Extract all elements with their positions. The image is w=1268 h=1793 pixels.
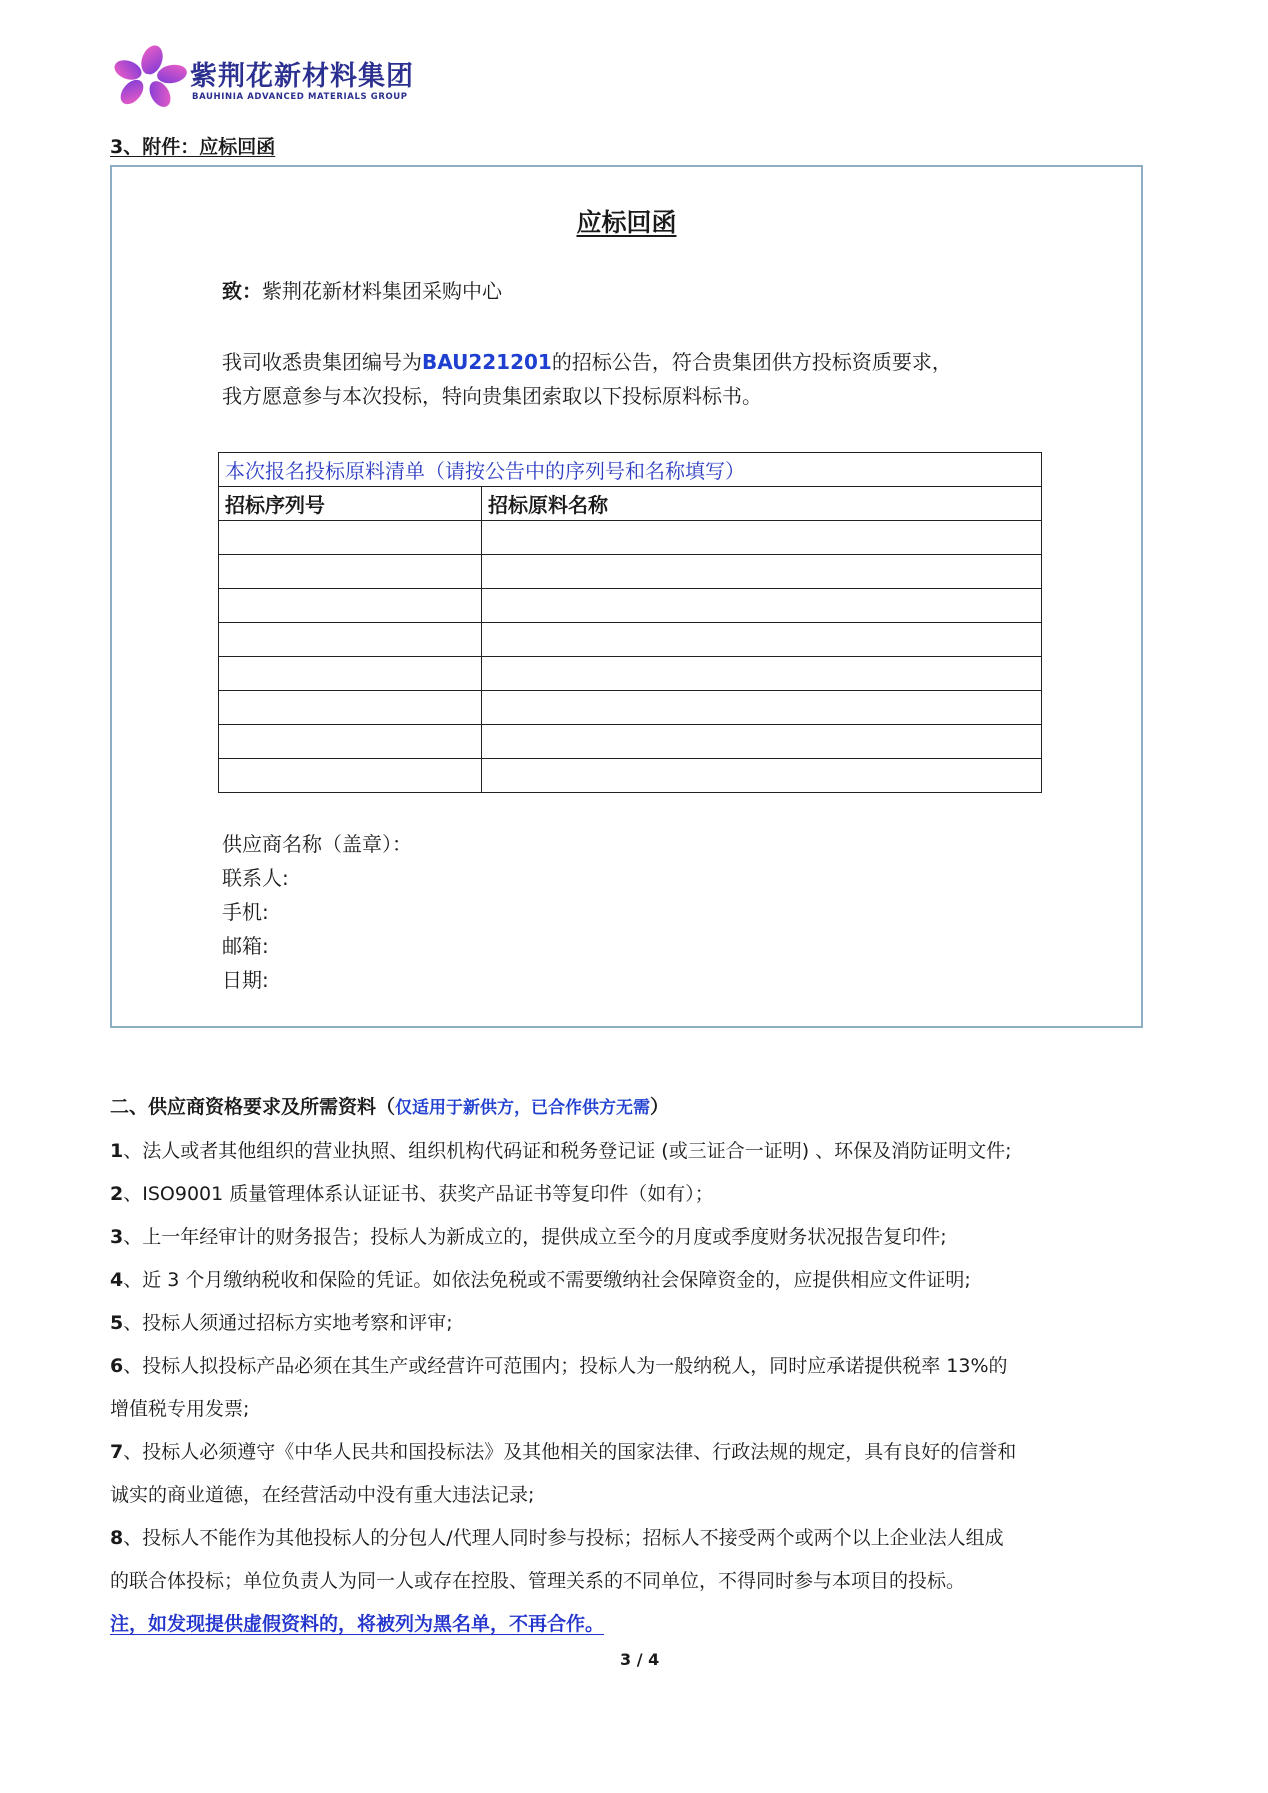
date-field[interactable]: 日期:	[222, 968, 269, 992]
serial-cell[interactable]	[219, 555, 482, 589]
table-row	[219, 691, 1042, 725]
table-row	[219, 555, 1042, 589]
reply-letter-title: 应标回函	[576, 208, 677, 237]
item-text: 、投标人不能作为其他投标人的分包人/代理人同时参与投标；招标人不接受两个或两个以上企业法人组成	[123, 1527, 1004, 1549]
requirement-item	[110, 1517, 1170, 1560]
section-heading-note: 仅适用于新供方，已合作供方无需	[395, 1098, 651, 1118]
material-name-cell[interactable]	[482, 657, 1042, 691]
material-list-table	[218, 452, 1042, 793]
table-row	[219, 589, 1042, 623]
item-number: 5	[110, 1312, 124, 1334]
signature-block	[222, 827, 412, 997]
email-field[interactable]: 邮箱:	[222, 934, 269, 958]
table-row	[219, 725, 1042, 759]
reply-letter-box	[110, 165, 1143, 1028]
requirement-item	[110, 1173, 1170, 1216]
requirement-item	[110, 1431, 1170, 1474]
item-text: 、投标人拟投标产品必须在其生产或经营许可范围内；投标人为一般纳税人，同时应承诺提供税率 13%的	[123, 1355, 1008, 1377]
column-header-serial: 招标序列号	[219, 487, 482, 521]
item-number: 3	[110, 1226, 124, 1248]
table-caption-row	[219, 453, 1042, 487]
column-header-material-name: 招标原料名称	[482, 487, 1042, 521]
requirement-item	[110, 1302, 1170, 1345]
requirement-item	[110, 1216, 1170, 1259]
material-name-cell[interactable]	[482, 759, 1042, 793]
section-heading-text: 二、供应商资格要求及所需资料（	[110, 1096, 396, 1118]
item-number: 2	[110, 1183, 124, 1205]
section-heading	[110, 1086, 1170, 1130]
requirement-item-continuation: 的联合体投标；单位负责人为同一人或存在控股、管理关系的不同单位，不得同时参与本项目的投标。	[110, 1570, 966, 1592]
section-heading-close: ）	[650, 1096, 670, 1118]
recipient-value: 紫荆花新材料集团采购中心	[262, 279, 502, 303]
recipient-line	[222, 275, 502, 304]
tender-code: BAU221201	[422, 350, 552, 374]
serial-cell[interactable]	[219, 521, 482, 555]
table-row	[219, 759, 1042, 793]
item-text: 、上一年经审计的财务报告；投标人为新成立的，提供成立至今的月度或季度财务状况报告复印件;	[123, 1226, 947, 1248]
serial-cell[interactable]	[219, 589, 482, 623]
item-text: 、法人或者其他组织的营业执照、组织机构代码证和税务登记证 (或三证合一证明) 、环保及消防证明文件;	[123, 1140, 1012, 1162]
item-number: 4	[110, 1269, 124, 1291]
recipient-label: 致：	[222, 279, 262, 303]
item-text: 、近 3 个月缴纳税收和保险的凭证。如依法免税或不需要缴纳社会保障资金的，应提供相应文件证明;	[123, 1269, 971, 1291]
material-name-cell[interactable]	[482, 691, 1042, 725]
contact-person-field[interactable]: 联系人:	[222, 866, 289, 890]
supplier-requirements-section	[110, 1086, 1170, 1646]
material-name-cell[interactable]	[482, 589, 1042, 623]
serial-cell[interactable]	[219, 725, 482, 759]
item-number: 1	[110, 1140, 124, 1162]
serial-cell[interactable]	[219, 623, 482, 657]
table-caption: 本次报名投标原料清单（请按公告中的序列号和名称填写）	[219, 453, 1042, 487]
material-name-cell[interactable]	[482, 725, 1042, 759]
logo-chinese-name: 紫荆花新材料集团	[190, 61, 414, 92]
paragraph-text: 我司收悉贵集团编号为	[222, 350, 422, 374]
material-name-cell[interactable]	[482, 555, 1042, 589]
serial-cell[interactable]	[219, 657, 482, 691]
letter-paragraph	[222, 345, 952, 413]
item-text: 、投标人须通过招标方实地考察和评审;	[123, 1312, 453, 1334]
paragraph-line-2: 我方愿意参与本次投标，特向贵集团索取以下投标原料标书。	[222, 384, 762, 408]
table-row	[219, 521, 1042, 555]
blacklist-warning-note: 注，如发现提供虚假资料的，将被列为黑名单，不再合作。	[110, 1613, 605, 1635]
paragraph-text: 的招标公告，符合贵集团供方投标资质要求，	[551, 350, 952, 374]
item-number: 6	[110, 1355, 124, 1377]
item-number: 8	[110, 1527, 124, 1549]
attachment-heading: 3、附件：应标回函	[110, 136, 276, 158]
serial-cell[interactable]	[219, 759, 482, 793]
table-header-row	[219, 487, 1042, 521]
item-text: 、ISO9001 质量管理体系认证证书、获奖产品证书等复印件（如有）；	[123, 1183, 714, 1205]
material-name-cell[interactable]	[482, 521, 1042, 555]
requirement-item	[110, 1345, 1170, 1388]
bauhinia-flower-icon	[112, 44, 188, 108]
supplier-name-field[interactable]: 供应商名称（盖章）：	[222, 832, 412, 856]
item-number: 7	[110, 1441, 124, 1463]
logo-english-name: BAUHINIA ADVANCED MATERIALS GROUP	[192, 92, 408, 102]
table-row	[219, 657, 1042, 691]
paragraph-line-1	[222, 345, 952, 379]
phone-field[interactable]: 手机:	[222, 900, 269, 924]
requirement-item	[110, 1259, 1170, 1302]
table-row	[219, 623, 1042, 657]
material-name-cell[interactable]	[482, 623, 1042, 657]
page-number: 3 / 4	[620, 1650, 660, 1669]
requirement-item	[110, 1130, 1170, 1173]
requirement-item-continuation: 增值税专用发票;	[110, 1398, 250, 1420]
serial-cell[interactable]	[219, 691, 482, 725]
company-logo	[112, 44, 432, 114]
item-text: 、投标人必须遵守《中华人民共和国投标法》及其他相关的国家法律、行政法规的规定，具有良好的信誉和	[123, 1441, 1017, 1463]
requirement-item-continuation: 诚实的商业道德，在经营活动中没有重大违法记录;	[110, 1484, 535, 1506]
